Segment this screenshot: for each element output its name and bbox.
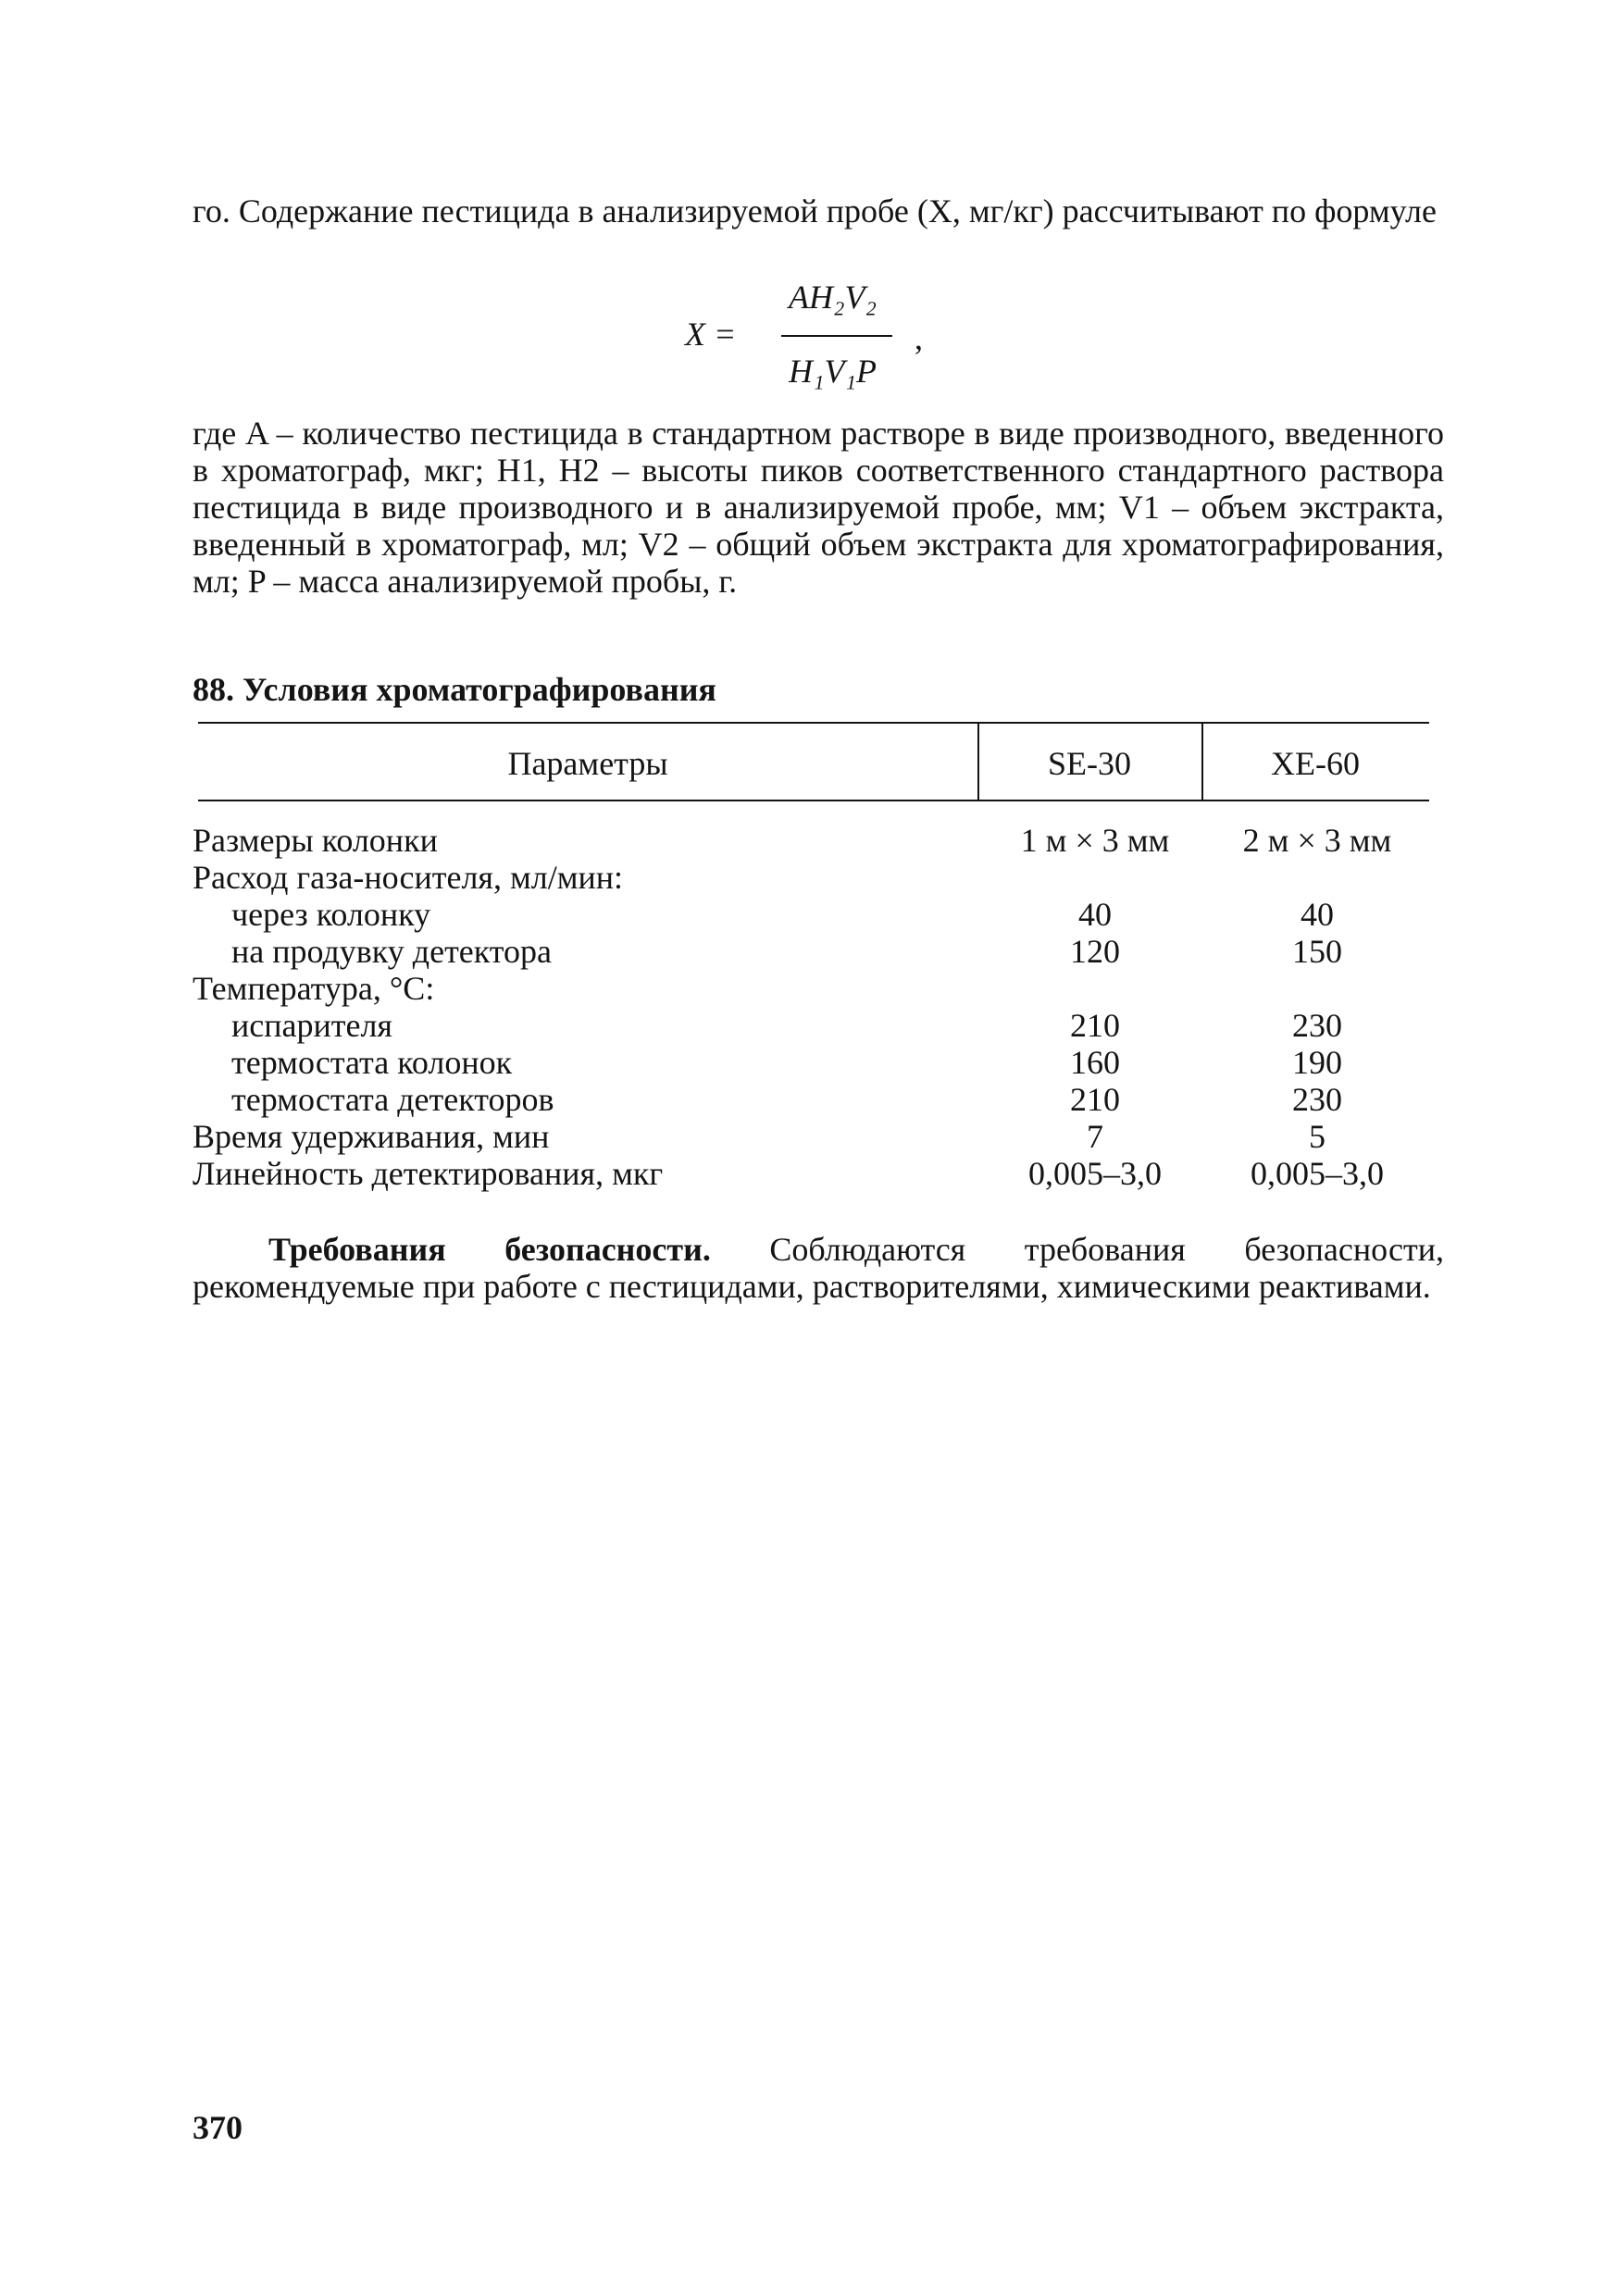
row-label: через колонку [231, 896, 431, 933]
safety-heading: Требования безопасности. [268, 1231, 711, 1268]
row-label: испарителя [231, 1007, 392, 1044]
cell-xe60: 0,005–3,0 [1251, 1155, 1384, 1192]
table-row [193, 933, 1433, 970]
row-label: Температура, °С: [193, 970, 435, 1007]
row-label: Размеры колонки [193, 822, 438, 859]
table-row [193, 1081, 1433, 1118]
cell-se30: 160 [1070, 1044, 1120, 1081]
table-row [193, 822, 1433, 859]
table-row [193, 896, 1433, 933]
row-label: Время удерживания, мин [193, 1118, 550, 1155]
row-label: термостата детекторов [231, 1081, 554, 1118]
cell-xe60: 190 [1292, 1044, 1342, 1081]
table-top-rule [198, 722, 1429, 724]
row-label: на продувку детектора [231, 933, 553, 970]
cell-se30: 7 [1087, 1118, 1103, 1155]
row-label: Расход газа-носителя, мл/мин: [193, 859, 624, 896]
cell-xe60: 230 [1292, 1081, 1342, 1118]
cell-se30: 1 м × 3 мм [1020, 822, 1170, 859]
cell-se30: 210 [1070, 1081, 1120, 1118]
table-row [193, 859, 1433, 896]
formula-denominator: H₁V₁P [789, 353, 877, 390]
table-row [193, 1007, 1433, 1044]
chromatography-table [193, 722, 1429, 1192]
table-row [193, 1044, 1433, 1081]
cell-xe60: 150 [1292, 933, 1342, 970]
table-row [193, 970, 1433, 1007]
table-row [193, 1118, 1433, 1155]
formula-lhs: X = [685, 316, 737, 353]
header-xe60: XE-60 [1271, 745, 1360, 782]
fraction-bar [781, 335, 892, 337]
intro-paragraph: го. Содержание пестицида в анализируемой пробе (X, мг/кг) рассчитывают по формуле [193, 192, 1437, 230]
table-row [193, 1155, 1433, 1192]
formula-comma: , [915, 319, 923, 356]
row-label: термостата колонок [231, 1044, 513, 1081]
formula-numerator: AH₂V₂ [789, 279, 877, 316]
cell-se30: 210 [1070, 1007, 1120, 1044]
cell-xe60: 5 [1309, 1118, 1326, 1155]
cell-xe60: 40 [1301, 896, 1334, 933]
variables-paragraph: где A – количество пестицида в стандартном растворе в виде производного, введенного в хроматограф, мкг; H1, H2 – высоты пиков соответственного стандартного раствора пестицида в виде производного и в анализируемой пробе, мм; V1 – объем экстракта, введенный в хроматограф, мл; V2 – общий объем экстракта для хроматографирования, мл; P – масса анализируемой пробы, г. [193, 415, 1444, 600]
page-number: 370 [193, 2109, 243, 2146]
header-parameters: Параметры [507, 745, 668, 782]
cell-se30: 120 [1070, 933, 1120, 970]
formula [685, 278, 963, 389]
row-label: Линейность детектирования, мкг [193, 1155, 664, 1192]
cell-xe60: 2 м × 3 мм [1242, 822, 1392, 859]
header-se30: SE-30 [1048, 745, 1131, 782]
safety-text: Соблюдаются требования безопасности, рекомендуемые при работе с пестицидами, растворителями, химическими реактивами. [193, 1231, 1444, 1305]
table-header-rule [198, 800, 1429, 801]
cell-se30: 40 [1078, 896, 1112, 933]
safety-paragraph [193, 1231, 1444, 1305]
cell-xe60: 230 [1292, 1007, 1342, 1044]
table-title: 88. Условия хроматографирования [193, 671, 716, 708]
cell-se30: 0,005–3,0 [1028, 1155, 1162, 1192]
